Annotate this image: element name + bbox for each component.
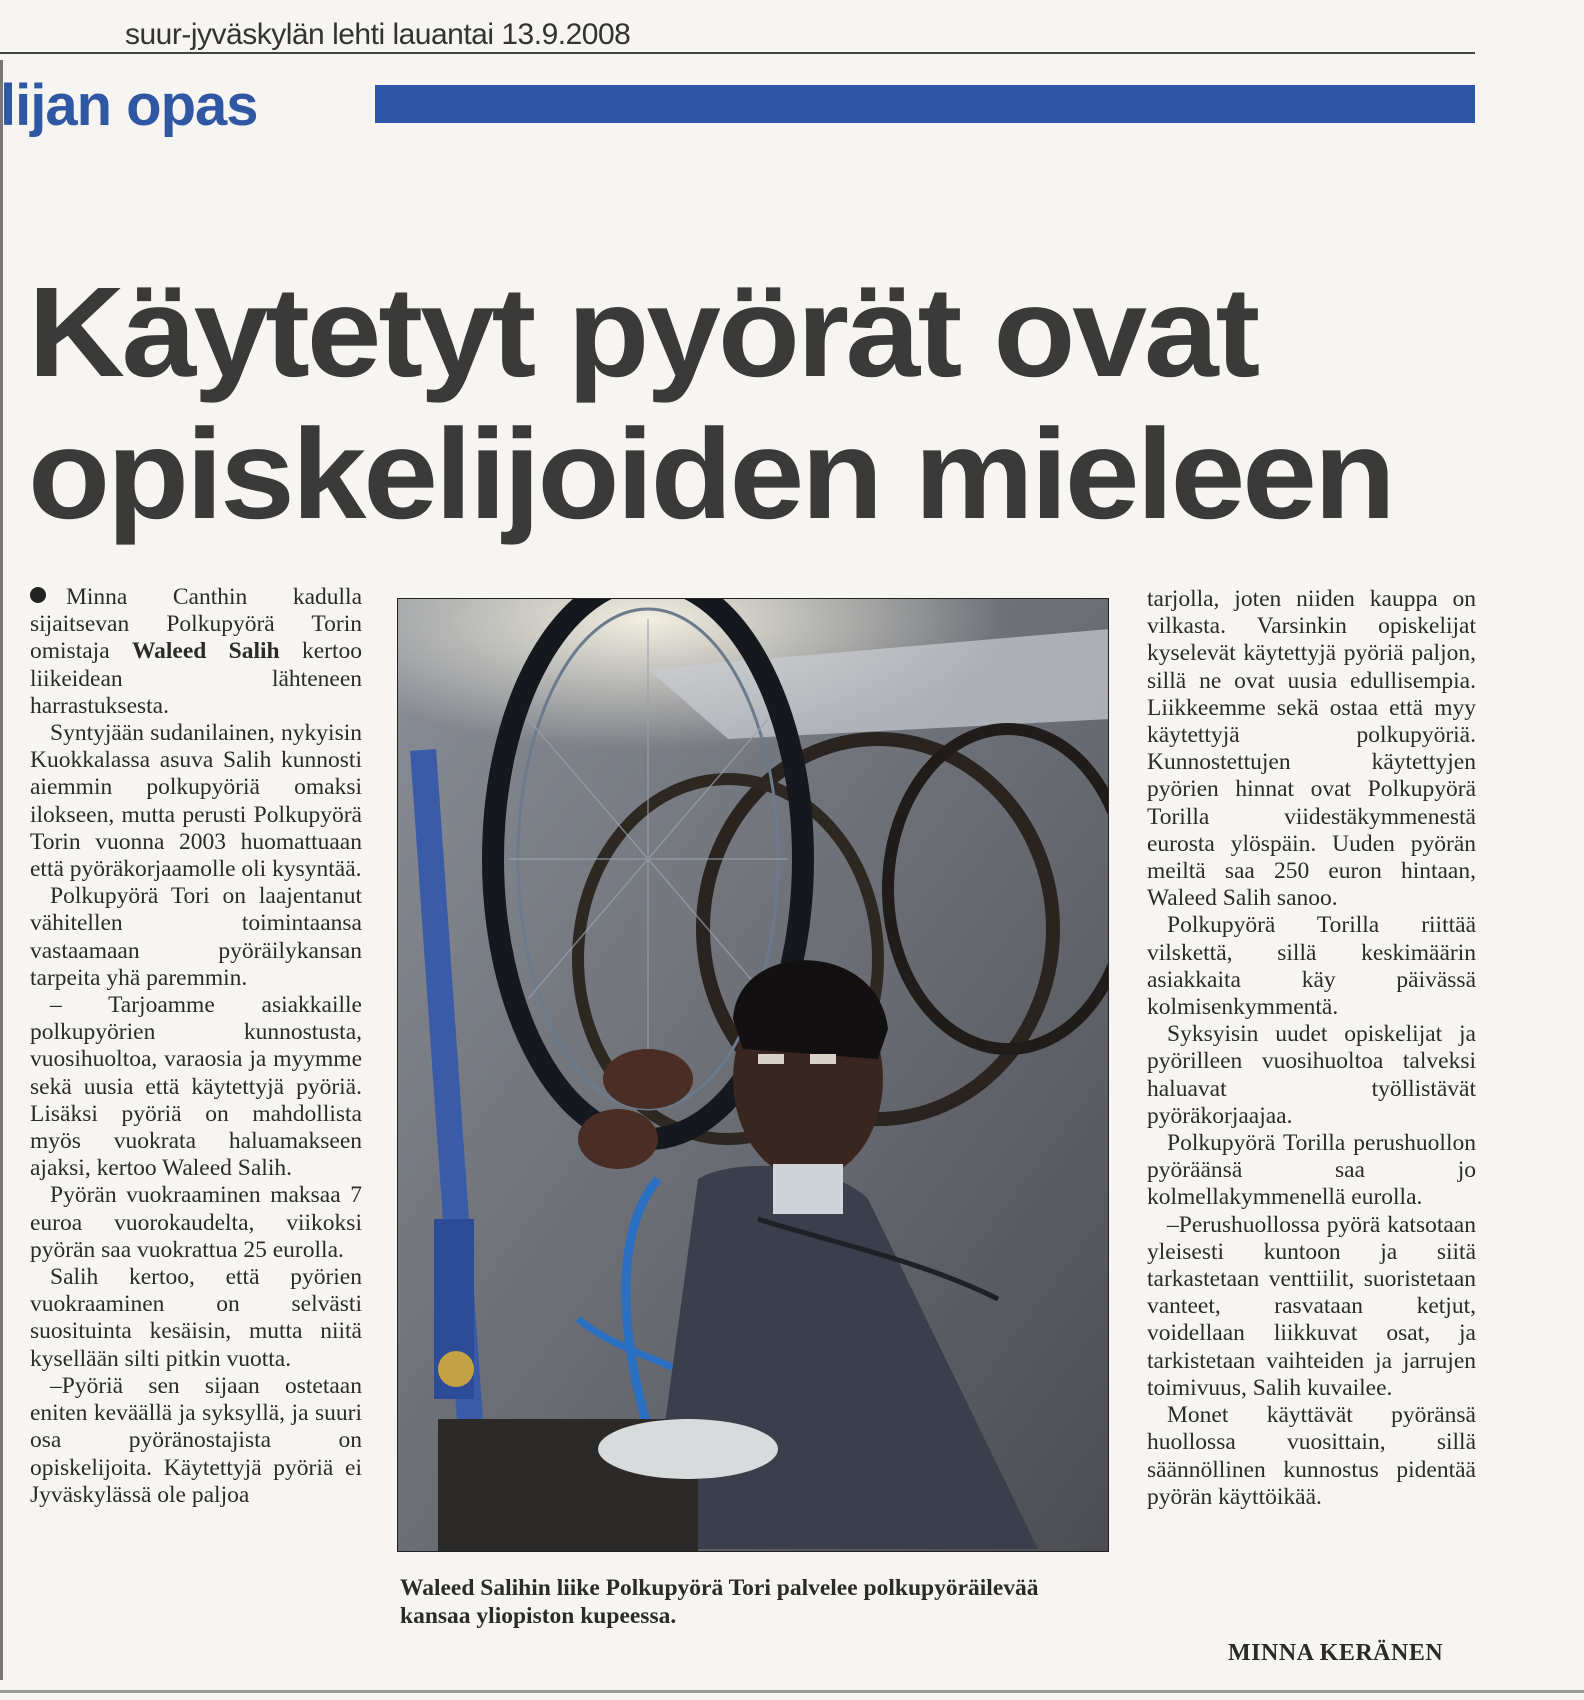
paragraph: Polkupyörä Torilla riittää vilskettä, sillä keskimäärin asiakkaita käy päivässä kolmisenkymmentä.	[1147, 912, 1476, 1021]
paragraph: Polkupyörä Tori on laajentanut vähitellen toimintaansa vastaamaan pyöräilykansan tarpeita yhä paremmin.	[30, 883, 362, 991]
section-label: lijan opas	[0, 73, 258, 138]
bottom-rule	[0, 1690, 1584, 1693]
lead-paragraph: Minna Canthin kadulla sijaitsevan Polkupyörä Torin omistaja Waleed Salih kertoo liikeidean lähteneen harrastuksesta.	[30, 584, 362, 719]
photo-caption: Waleed Salihin liike Polkupyörä Tori palvelee polkupyöräilevää kansaa yliopiston kupeessa.	[400, 1575, 1039, 1629]
paragraph: Salih kertoo, että pyörien vuokraaminen on selvästi suosituinta kesäisin, mutta niitä kysellään silti pitkin vuotta.	[30, 1264, 362, 1372]
masthead-rule	[0, 52, 1475, 54]
paragraph: tarjolla, joten niiden kauppa on vilkasta. Varsinkin opiskelijat kyselevät käytettyjä pyöriä paljon, sillä ne ovat uusia edullisempia. Liikkeemme sekä ostaa että myy käytettyjä polkupyöriä. Kunnostettujen käytettyjen pyörien hinnat ovat Polkupyörä Torilla viidestäkymmenestä eurosta ylöspäin. Uuden pyörän meiltä saa 250 euron hintaan, Waleed Salih sanoo.	[1147, 586, 1476, 912]
paragraph: Monet käyttävät pyöränsä huollossa vuosittain, sillä säännöllinen kunnostus pidentää pyörän käyttöikää.	[1147, 1402, 1476, 1510]
paragraph: –Perushuollossa pyörä katsotaan yleisesti kuntoon ja siitä tarkastetaan venttiilit, suoristetaan vanteet, rasvataan ketjut, voidellaan liikkuvat osat, ja tarkistetaan vaihteiden ja jarrujen toimivuus, Salih kuvailee.	[1147, 1211, 1476, 1401]
paragraph: – Tarjoamme asiakkaille polkupyörien kunnostusta, vuosihuoltoa, varaosia ja myymme sekä uusia että käytettyjä pyöriä. Lisäksi pyöriä on mahdollista myös vuokrata haluamakseen ajaksi, kertoo Waleed Salih.	[30, 992, 362, 1182]
paragraph: Syksyisin uudet opiskelijat ja pyörilleen vuosihuoltoa talveksi haluavat työllistävät pyöräkorjaajaa.	[1147, 1021, 1476, 1129]
headline-line-1: Käytetyt pyörät ovat	[28, 261, 1258, 404]
byline: MINNA KERÄNEN	[1228, 1640, 1444, 1666]
headline	[28, 262, 1540, 546]
bike-repair-photo	[398, 599, 1109, 1552]
right-column	[1147, 586, 1476, 1511]
paragraph: Syntyjään sudanilainen, nykyisin Kuokkalassa asuva Salih kunnosti aiemmin polkupyöriä omaksi ilokseen, mutta perusti Polkupyörä Torin vuonna 2003 huomattuaan että pyöräkorjaamolle oli kysyntää.	[30, 720, 362, 883]
paragraph: –Pyöriä sen sijaan ostetaan eniten keväällä ja syksyllä, ja suuri osa pyöränostajista on opiskelijoita. Käytettyjä pyöriä ei Jyväskylässä ole paljoa	[30, 1372, 362, 1508]
section-bar	[375, 85, 1475, 123]
paragraph: Polkupyörä Torilla perushuollon pyöräänsä saa jo kolmellakymmenellä eurolla.	[1147, 1130, 1476, 1211]
left-edge-rule	[0, 60, 3, 1680]
headline-line-2: opiskelijoiden mieleen	[28, 403, 1393, 546]
masthead: suur-jyväskylän lehti lauantai 13.9.2008	[125, 18, 631, 51]
subject-name: Waleed Salih	[131, 638, 280, 665]
left-column	[30, 584, 362, 1509]
article-photo	[397, 598, 1109, 1552]
paragraph: Pyörän vuokraaminen maksaa 7 euroa vuorokaudelta, viikoksi pyörän saa vuokrattua 25 eurolla.	[30, 1182, 362, 1263]
bullet-icon	[30, 587, 46, 603]
